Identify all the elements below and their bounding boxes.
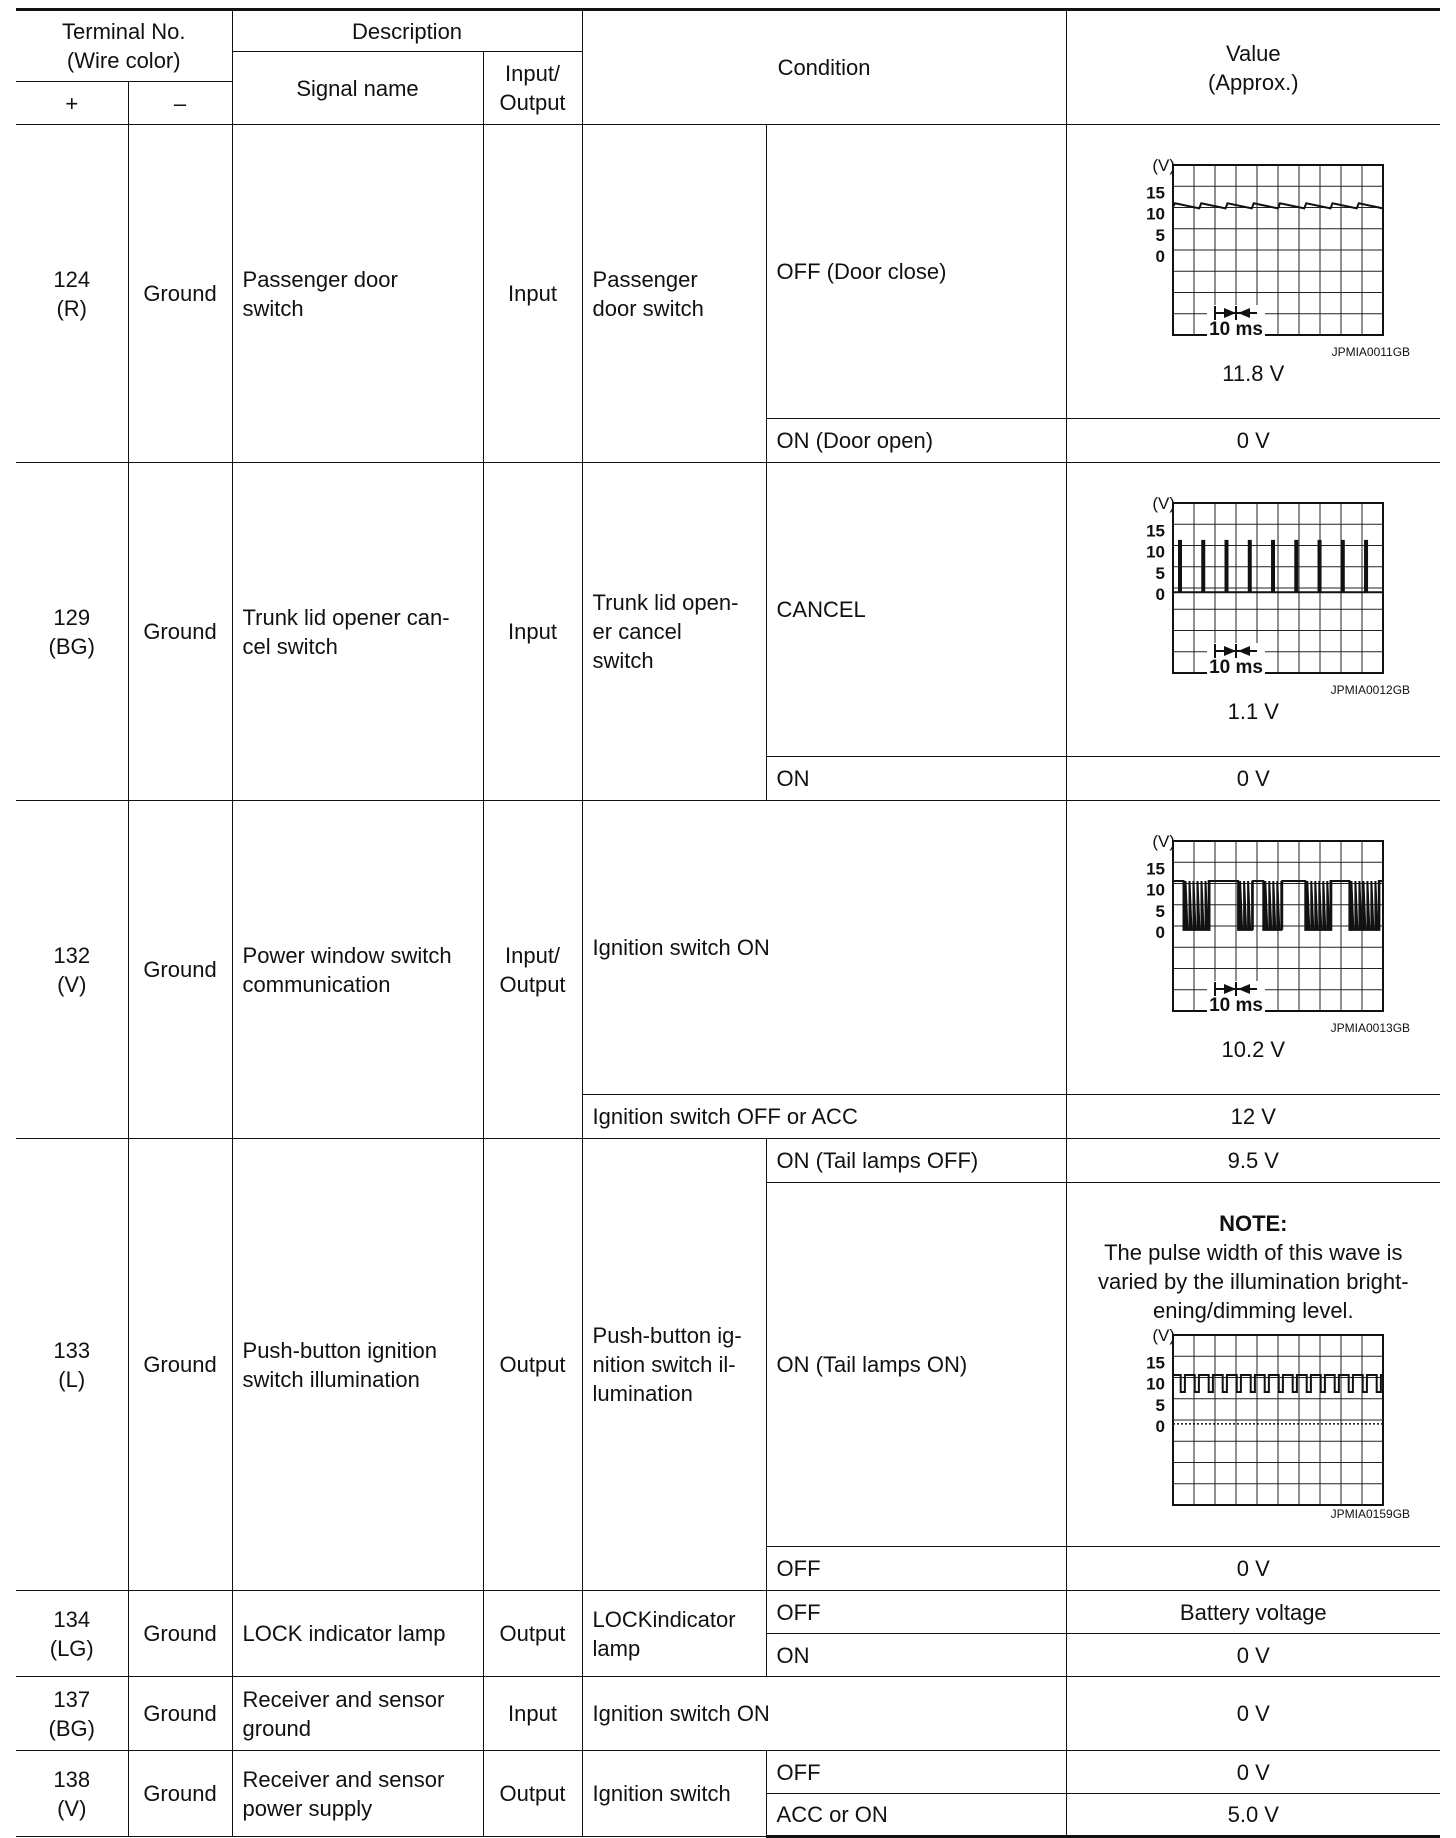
terminal-cell: 137 (BG): [16, 1677, 128, 1751]
table-row: [16, 801, 1440, 1095]
io-cell: Input/ Output: [483, 801, 582, 1139]
sub-condition-cell: OFF: [766, 1591, 1066, 1634]
header-terminal-no: Terminal No. (Wire color): [16, 10, 232, 82]
signal-name-cell: LOCK indicator lamp: [232, 1591, 483, 1677]
header-condition: Condition: [582, 10, 1066, 125]
axis-label: 10: [1146, 542, 1166, 562]
signal-name-cell: Passenger door switch: [232, 125, 483, 463]
table-row: [16, 1591, 1440, 1634]
note-title: NOTE:: [1219, 1210, 1288, 1236]
axis-label: (V): [1152, 832, 1176, 851]
value-cell: 0 V: [1066, 1547, 1440, 1591]
condition-cell: Ignition switch OFF or ACC: [582, 1095, 1066, 1139]
header-input-output: Input/ Output: [483, 52, 582, 125]
sub-condition-cell: ON (Tail lamps ON): [766, 1183, 1066, 1547]
signal-name-cell: Receiver and sensor ground: [232, 1677, 483, 1751]
figure-id: JPMIA0012GB: [1330, 683, 1411, 697]
sub-condition-cell: ON: [766, 1634, 1066, 1677]
io-cell: Output: [483, 1591, 582, 1677]
value-cell: 0 V: [1066, 757, 1440, 801]
axis-label: 0: [1155, 923, 1166, 942]
header-plus: +: [16, 82, 128, 125]
header-value: Value (Approx.): [1066, 10, 1440, 125]
ground-cell: Ground: [128, 1751, 232, 1837]
io-cell: Output: [483, 1751, 582, 1837]
ground-cell: Ground: [128, 1139, 232, 1591]
time-div-label: 10 ms: [1209, 995, 1264, 1016]
oscilloscope-waveform: [1103, 155, 1403, 345]
table-row: [16, 1139, 1440, 1183]
value-cell: [1066, 125, 1440, 419]
note-text: The pulse width of this wave is: [1104, 1239, 1403, 1265]
sub-condition-cell: OFF (Door close): [766, 125, 1066, 419]
terminal-cell: 138 (V): [16, 1751, 128, 1837]
sub-condition-cell: ON: [766, 757, 1066, 801]
sub-condition-cell: ON (Door open): [766, 419, 1066, 463]
io-cell: Input: [483, 125, 582, 463]
terminal-cell: 132 (V): [16, 801, 128, 1139]
ground-cell: Ground: [128, 801, 232, 1139]
terminal-cell: 129 (BG): [16, 463, 128, 801]
oscilloscope-waveform: [1103, 493, 1403, 683]
oscilloscope-waveform: [1103, 831, 1403, 1021]
sub-condition-cell: ON (Tail lamps OFF): [766, 1139, 1066, 1183]
condition-cell: Ignition switch ON: [582, 1677, 1066, 1751]
condition-cell: Trunk lid open- er cancel switch: [582, 463, 766, 801]
terminal-cell: 134 (LG): [16, 1591, 128, 1677]
ground-cell: Ground: [128, 1677, 232, 1751]
value-cell: 5.0 V: [1066, 1794, 1440, 1837]
axis-label: 15: [1146, 521, 1166, 541]
note-text: ening/dimming level.: [1153, 1297, 1354, 1323]
io-cell: Input: [483, 1677, 582, 1751]
terminal-spec-table: [16, 8, 1440, 1838]
sub-condition-cell: CANCEL: [766, 463, 1066, 757]
axis-label: (V): [1152, 1325, 1176, 1345]
axis-label: 5: [1155, 901, 1166, 921]
sub-condition-cell: ACC or ON: [766, 1794, 1066, 1837]
signal-name-cell: Push-button ignition switch illumination: [232, 1139, 483, 1591]
axis-label: 0: [1155, 585, 1166, 604]
axis-label: 5: [1155, 1395, 1166, 1415]
signal-name-cell: Receiver and sensor power supply: [232, 1751, 483, 1837]
signal-name-cell: Trunk lid opener can- cel switch: [232, 463, 483, 801]
condition-cell: Push-button ig- nition switch il- lumination: [582, 1139, 766, 1591]
axis-label: (V): [1152, 156, 1176, 175]
note-text: varied by the illumination bright-: [1097, 1268, 1409, 1294]
value-cell: [1066, 1183, 1440, 1547]
axis-label: (V): [1152, 494, 1176, 513]
condition-cell: Passenger door switch: [582, 125, 766, 463]
axis-label: 10: [1146, 1374, 1166, 1393]
table-row: [16, 463, 1440, 757]
figure-id: JPMIA0159GB: [1330, 1506, 1411, 1521]
value-text: 10.2 V: [1221, 1037, 1286, 1062]
axis-label: 5: [1155, 225, 1166, 245]
table-row: [16, 1677, 1440, 1751]
axis-label: 10: [1146, 204, 1166, 224]
value-text: 1.1 V: [1227, 699, 1279, 724]
condition-cell: Ignition switch ON: [582, 801, 1066, 1095]
value-cell: Battery voltage: [1066, 1591, 1440, 1634]
value-cell: 0 V: [1066, 1634, 1440, 1677]
io-cell: Output: [483, 1139, 582, 1591]
terminal-cell: 124 (R): [16, 125, 128, 463]
time-div-label: 10 ms: [1209, 319, 1264, 340]
io-cell: Input: [483, 463, 582, 801]
sub-condition-cell: OFF: [766, 1751, 1066, 1794]
waveform-trace: [1173, 881, 1383, 930]
value-cell: [1066, 801, 1440, 1095]
header-description: Description: [232, 10, 582, 52]
value-cell: 9.5 V: [1066, 1139, 1440, 1183]
signal-name-cell: Power window switch communication: [232, 801, 483, 1139]
value-cell: 0 V: [1066, 1751, 1440, 1794]
axis-label: 15: [1146, 859, 1166, 879]
condition-cell: LOCKindicator lamp: [582, 1591, 766, 1677]
table-row: [16, 1751, 1440, 1794]
figure-id: JPMIA0011GB: [1331, 345, 1411, 359]
axis-label: 0: [1155, 247, 1166, 266]
axis-label: 10: [1146, 880, 1166, 900]
oscilloscope-waveform: [1103, 1325, 1403, 1507]
axis-label: 15: [1146, 1352, 1166, 1372]
axis-label: 0: [1155, 1416, 1166, 1436]
axis-label: 5: [1155, 563, 1166, 583]
table-row: [16, 125, 1440, 419]
ground-cell: Ground: [128, 463, 232, 801]
condition-cell: Ignition switch: [582, 1751, 766, 1837]
ground-cell: Ground: [128, 125, 232, 463]
value-cell: 12 V: [1066, 1095, 1440, 1139]
terminal-cell: 133 (L): [16, 1139, 128, 1591]
ground-cell: Ground: [128, 1591, 232, 1677]
header-minus: –: [128, 82, 232, 125]
axis-label: 15: [1146, 183, 1166, 203]
figure-id: JPMIA0013GB: [1330, 1021, 1411, 1035]
value-cell: [1066, 463, 1440, 757]
value-text: 11.8 V: [1222, 361, 1285, 386]
sub-condition-cell: OFF: [766, 1547, 1066, 1591]
header-signal-name: Signal name: [232, 52, 483, 125]
value-cell: 0 V: [1066, 419, 1440, 463]
time-div-label: 10 ms: [1209, 657, 1264, 678]
value-cell: 0 V: [1066, 1677, 1440, 1751]
